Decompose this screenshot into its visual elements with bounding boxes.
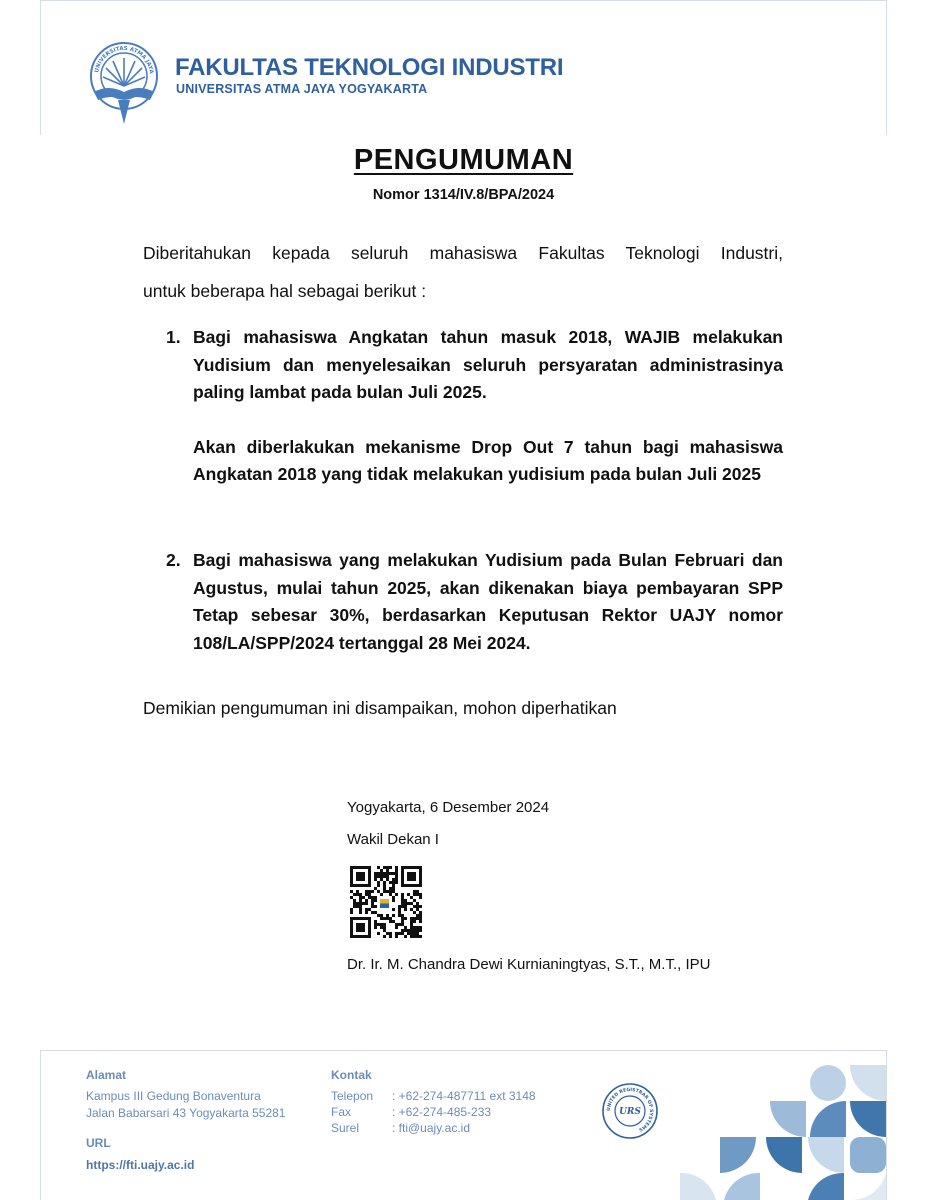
footer-decoration — [680, 1065, 886, 1200]
list-item — [166, 324, 783, 489]
footer-url-heading: URL — [86, 1136, 111, 1150]
faculty-name: FAKULTAS TEKNOLOGI INDUSTRI — [175, 54, 564, 81]
page-title: PENGUMUMAN — [353, 144, 574, 176]
footer-phone-value: : +62-274-487711 ext 3148 — [392, 1089, 536, 1103]
urs-certification-seal — [602, 1083, 658, 1139]
footer-address-line-2: Jalan Babarsari 43 Yogyakarta 55281 — [86, 1106, 286, 1120]
footer-email-value[interactable]: : fti@uajy.ac.id — [392, 1121, 470, 1135]
intro-paragraph — [143, 238, 783, 306]
document-number: Nomor 1314/IV.8/BPA/2024 — [372, 187, 555, 203]
footer-top-line — [40, 1050, 886, 1051]
footer-left-line — [40, 1050, 41, 1200]
footer-email-label: Surel — [331, 1121, 360, 1135]
frame-right-line — [886, 0, 887, 135]
footer-fax-value: : +62-274-485-233 — [392, 1105, 492, 1119]
footer-phone-label: Telepon — [331, 1089, 374, 1103]
list-item-number: 1. — [166, 327, 181, 347]
svg-text:UNITED REGISTRAR OF SYSTEMS: UNITED REGISTRAR OF SYSTEMS — [606, 1087, 654, 1132]
footer-fax-label: Fax — [331, 1105, 352, 1119]
frame-top-line — [40, 0, 886, 1]
list-item-paragraph: Bagi mahasiswa Angkatan tahun masuk 2018, WAJIB melakukan Yudisium dan menyelesaikan seluruh persyaratan administrasinya paling lambat pada bulan Juli 2025. — [193, 327, 783, 402]
intro-line-2: untuk beberapa hal sebagai berikut : — [143, 281, 427, 301]
list-item — [166, 547, 783, 657]
list-item-paragraph: Bagi mahasiswa yang melakukan Yudisium pada Bulan Februari dan Agustus, mulai tahun 2025, akan dikenakan biaya pembayaran SPP Tetap sebesar 30%, berdasarkan Keputusan Rektor UAJY nomor 108/LA/SPP/2024 tertanggal 28 Mei 2024. — [193, 550, 783, 653]
svg-text:UNIVERSITAS ATMA JAYA YOGYAKAR: UNIVERSITAS ATMA JAYA — [94, 45, 154, 75]
footer-url-link[interactable]: https://fti.uajy.ac.id — [86, 1158, 195, 1172]
footer-address-line-1: Kampus III Gedung Bonaventura — [86, 1089, 261, 1103]
frame-left-line — [40, 0, 41, 135]
footer-address-heading: Alamat — [86, 1068, 127, 1082]
qr-code-signature — [350, 866, 422, 938]
footer-right-line — [886, 1050, 887, 1200]
signer-position: Wakil Dekan I — [347, 831, 439, 848]
list-item-number: 2. — [166, 550, 181, 570]
footer-contact-heading: Kontak — [331, 1068, 372, 1082]
svg-text:URS: URS — [619, 1107, 641, 1117]
university-logo — [88, 40, 160, 126]
closing-text: Demikian pengumuman ini disampaikan, mohon diperhatikan — [143, 698, 617, 718]
signer-name: Dr. Ir. M. Chandra Dewi Kurnianingtyas, S.T., M.T., IPU — [347, 956, 711, 973]
university-name: UNIVERSITAS ATMA JAYA YOGYAKARTA — [176, 82, 428, 96]
intro-line-1: Diberitahukan kepada seluruh mahasiswa Fakultas Teknologi Industri, — [143, 243, 783, 263]
place-date: Yogyakarta, 6 Desember 2024 — [347, 799, 550, 816]
list-item-paragraph: Akan diberlakukan mekanisme Drop Out 7 tahun bagi mahasiswa Angkatan 2018 yang tidak melakukan yudisium pada bulan Juli 2025 — [193, 436, 783, 484]
